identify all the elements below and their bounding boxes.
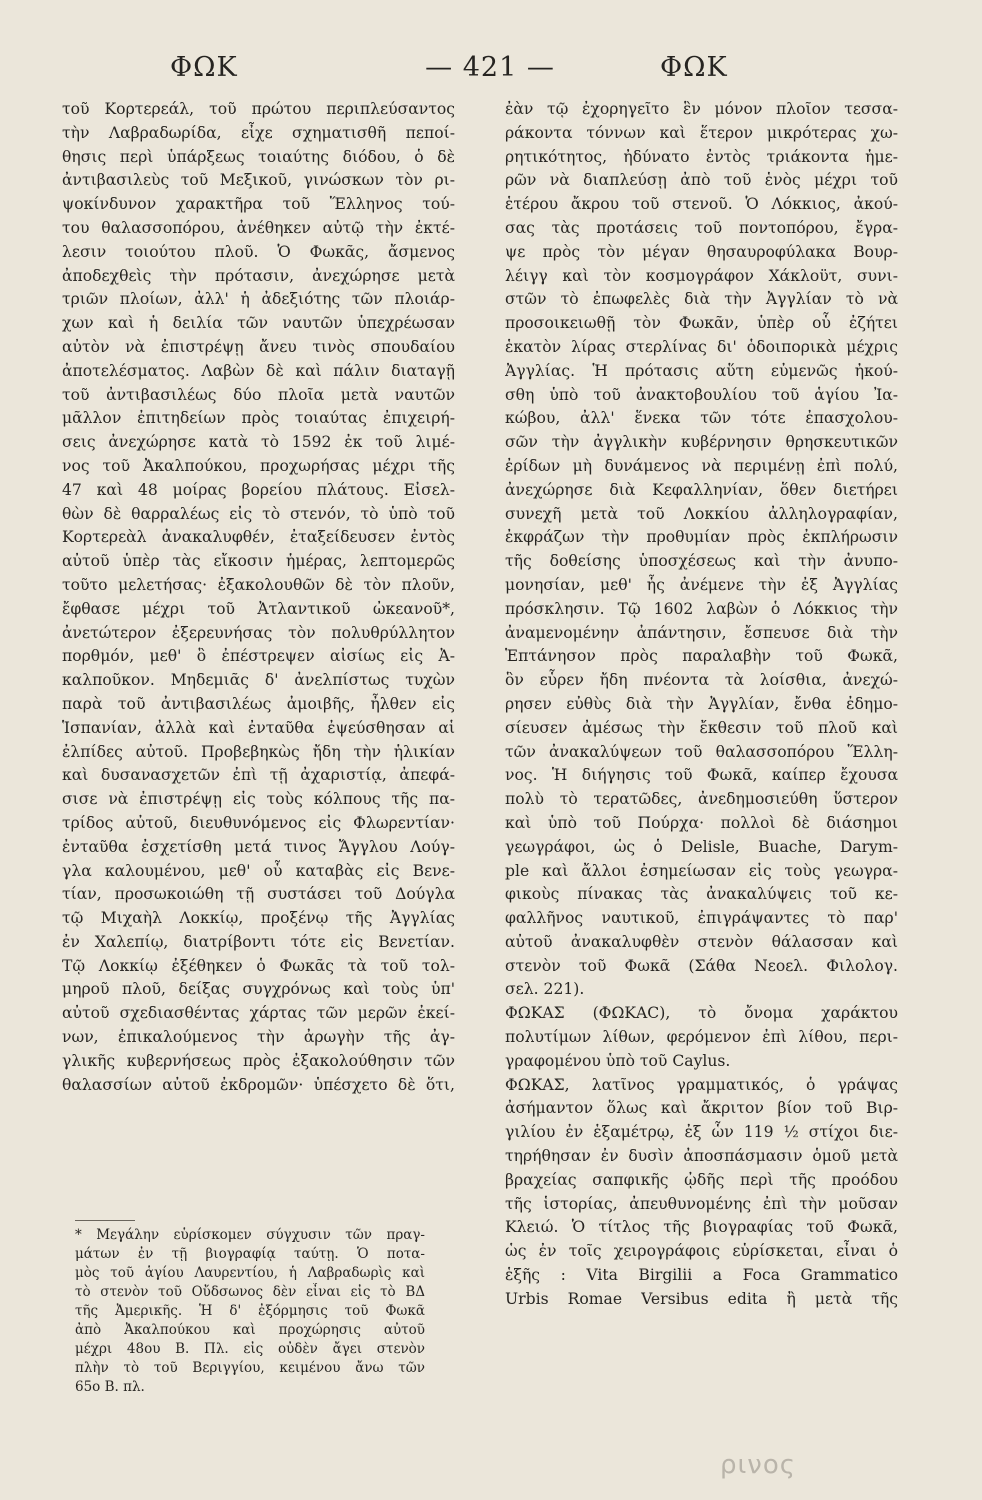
footnote-line: μὸς τοῦ ἁγίου Λαυρεντίου, ἡ Λαβραδωρὶς καὶ <box>75 1265 425 1281</box>
text-line: ἀσήμαντον ὅλως καὶ ἄκριτον βίον τοῦ Βιρ- <box>505 1099 898 1118</box>
text-line: τῶν ἀνακαλύψεων τοῦ θαλασσοπόρου Ἕλλη- <box>505 742 898 761</box>
text-line: ΦΩΚΑΣ, λατῖνος γραμματικός, ὁ γράψας <box>505 1075 898 1094</box>
text-line: στῶν τὸ ἐπωφελὲς διὰ τὴν Ἀγγλίαν τὸ νὰ <box>505 290 898 309</box>
text-line: ἐλπίδες αὐτοῦ. Προβεβηκὼς ἤδη τὴν ἡλικίαν <box>62 742 455 761</box>
text-line: νων, ἐπικαλούμενος τὴν ἀρωγὴν τῆς ἀγ- <box>62 1028 455 1047</box>
text-line: τρίδος αὐτοῦ, διευθυνόμενος εἰς Φλωρεντίαν· <box>62 813 455 832</box>
text-line: ράκοντα τόννων καὶ ἕτερον μικρότερας χω- <box>505 123 898 142</box>
text-line: ΦΩΚΑΣ (ΦΩΚΑC), τὸ ὄνομα χαράκτου <box>505 1004 898 1023</box>
text-line: ἀποτελέσματος. Λαβὼν δὲ καὶ πάλιν διαταγῇ <box>62 361 455 380</box>
text-line: τίαν, προσωκοιώθη τῇ συστάσει τοῦ Δούγλα <box>62 885 455 904</box>
text-line: Urbis Romae Versibus edita ἢ μετὰ τῆς <box>505 1289 898 1308</box>
text-line: καλποῦκον. Μηδεμιᾶς δ' ἀνελπίστως τυχὼν <box>62 671 455 690</box>
text-line: πορθμόν, μεθ' ὃ ἐπέστρεψεν αἰσίως εἰς Ἀ- <box>62 647 455 666</box>
text-line: ἀποδεχθεὶς τὴν πρότασιν, ἀνεχώρησε μετὰ <box>62 266 455 285</box>
library-watermark: ρινος <box>720 1450 796 1480</box>
text-line: Ἀγγλίας. Ἡ πρότασις αὕτη εὐμενῶς ἠκού- <box>505 361 898 380</box>
text-line: γεωγράφοι, ὡς ὁ Delisle, Buache, Darym- <box>505 837 898 856</box>
text-line: ἐν Χαλεπίῳ, διατρίβοντι τότε εἰς Βενετίαν. <box>62 932 455 951</box>
text-line: μηροῦ πλοῦ, δείξας συγχρόνως καὶ τοὺς ὑπ' <box>62 980 455 999</box>
text-line: ἀνετώτερον ἐξερευνήσας τὸν πολυθρύλλητον <box>62 623 455 642</box>
text-line: θαλασσίων αὐτοῦ ἐκδρομῶν· ὑπέσχετο δὲ ὅτι, <box>62 1075 455 1094</box>
text-line: μονησίαν, μεθ' ἧς ἀνέμενε τὴν ἐξ Ἀγγλίας <box>505 575 898 594</box>
text-line: καὶ δυσανασχετῶν ἐπὶ τῇ ἀχαριστίᾳ, ἀπεφά- <box>62 766 455 785</box>
text-line: ἑξῆς : Vita Birgilii a Foca Grammatico <box>505 1266 898 1285</box>
text-line: τριῶν πλοίων, ἀλλ' ἡ ἀδεξιότης τῶν πλοιάρ- <box>62 290 455 309</box>
text-line: ἑτέρου ἄκρου τοῦ στενοῦ. Ὁ Λόκκιος, ἀκού- <box>505 195 898 214</box>
footnote-line: μέχρι 48ου Β. Πλ. εἰς οὐδὲν ἄγει στενὸν <box>75 1341 425 1357</box>
text-line: καὶ ὑπὸ τοῦ Πούρχα· πολλοὶ δὲ διάσημοι <box>505 813 898 832</box>
text-line: ἐὰν τῷ ἐχορηγεῖτο ἓν μόνον πλοῖον τεσσα- <box>505 100 898 118</box>
text-line: ἑκατὸν λίρας στερλίνας δι' ὁδοιπορικὰ μέχρις <box>505 337 898 356</box>
text-line: σελ. 221). <box>505 980 585 999</box>
right-column <box>505 98 898 1312</box>
text-line: νος. Ἡ διήγησις τοῦ Φωκᾶ, καίπερ ἔχουσα <box>505 766 898 785</box>
text-line: ὃν εὗρεν ἤδη πνέοντα τὰ λοίσθια, ἀνεχώ- <box>505 671 898 690</box>
text-line: ἐκφράζων τὴν προθυμίαν πρὸς ἐκπλήρωσιν <box>505 528 898 547</box>
text-line: γλα καλουμένου, μεθ' οὗ καταβὰς εἰς Βενε- <box>62 861 455 880</box>
footnote-line: 65ο Β. πλ. <box>75 1379 145 1395</box>
text-line: σθη ὑπὸ τοῦ ἀνακτοβουλίου τοῦ ἁγίου Ἰα- <box>505 385 898 404</box>
header-right-keyword: ΦΩΚ <box>660 52 728 83</box>
text-line: τῆς δοθείσης ὑποσχέσεως καὶ τὴν ἀνυπο- <box>505 552 898 571</box>
text-line: γιλίου ἐν ἑξαμέτρῳ, ἐξ ὧν 119 ½ στίχοι διε- <box>505 1123 898 1142</box>
text-line: σισε νὰ ἐπιστρέψῃ εἰς τοὺς κόλπους τῆς πα- <box>62 790 455 809</box>
text-line: Ἑπτάνησον πρὸς παραλαβὴν τοῦ Φωκᾶ, <box>505 647 898 666</box>
text-line: αὐτοῦ ὑπὲρ τὰς εἴκοσιν ἡμέρας, λεπτομερῶς <box>62 552 455 571</box>
text-line: ψοκίνδυνον χαρακτῆρα τοῦ Ἕλληνος τού- <box>62 195 455 214</box>
text-line: ἀντιβασιλεὺς τοῦ Μεξικοῦ, γινώσκων τὸν ρι- <box>62 171 455 190</box>
left-column <box>62 98 455 1097</box>
text-line: πολὺ τὸ τερατῶδες, ἀνεδημοσιεύθη ὕστερον <box>505 790 898 809</box>
text-line: τοῦ ἀντιβασιλέως δύο πλοῖα μετὰ ναυτῶν <box>62 385 455 404</box>
text-line: ψε πρὸς τὸν μέγαν θησαυροφύλακα Βουρ- <box>505 242 898 261</box>
text-line: πολυτίμων λίθων, φερόμενον ἐπὶ λίθου, περι- <box>505 1028 898 1047</box>
text-line: φικοὺς πίνακας τὰς ἀνακαλύψεις τοῦ κε- <box>505 885 898 904</box>
footnote-line: * Μεγάλην εὑρίσκομεν σύγχυσιν τῶν πραγ- <box>75 1227 425 1243</box>
text-line: κώβου, ἀλλ' ἕνεκα τῶν τότε ἐπασχολου- <box>505 409 898 428</box>
text-line: Τῷ Λοκκίῳ ἐξέθηκεν ὁ Φωκᾶς τὰ τοῦ τολ- <box>62 956 455 975</box>
text-line: σῶν τὴν ἀγγλικὴν κυβέρνησιν θρησκευτικῶν <box>505 433 898 452</box>
text-line: θὼν δὲ θαρραλέως εἰς τὸ στενόν, τὸ ὑπὸ τοῦ <box>62 504 455 523</box>
text-line: λέιγγ καὶ τὸν κοσμογράφον Χάκλοϋτ, συνι- <box>505 266 898 285</box>
text-line: ρῶν νὰ διαπλεύσῃ ἀπὸ τοῦ ἑνὸς μέχρι τοῦ <box>505 171 898 190</box>
text-line: 47 καὶ 48 μοίρας βορείου πλάτους. Εἰσελ- <box>62 480 455 499</box>
text-line: τῷ Μιχαὴλ Λοκκίῳ, προξένῳ τῆς Ἀγγλίας <box>62 909 455 928</box>
text-line: ρητικότητος, ἠδύνατο ἐντὸς τριάκοντα ἡμε- <box>505 147 898 166</box>
text-line: σίευσεν ἀμέσως τὴν ἔκθεσιν τοῦ πλοῦ καὶ <box>505 718 898 737</box>
text-line: χων καὶ ἡ δειλία τῶν ναυτῶν ὑπεχρέωσαν <box>62 314 455 333</box>
text-line: τηρήθησαν ἐν δυσὶν ἀποσπάσμασιν ὁμοῦ μετὰ <box>505 1147 898 1166</box>
text-line: θησις περὶ ὑπάρξεως τοιαύτης διόδου, ὁ δὲ <box>62 147 455 166</box>
text-line: του θαλασσοπόρου, ἀνέθηκεν αὐτῷ τὴν ἐκτέ- <box>62 218 455 237</box>
text-line: Κλειώ. Ὁ τίτλος τῆς βιογραφίας τοῦ Φωκᾶ, <box>505 1218 898 1237</box>
text-line: συνεχῆ μετὰ τοῦ Λοκκίου ἀλληλογραφίαν, <box>505 504 898 523</box>
text-line: λεσιν τοιούτου πλοῦ. Ὁ Φωκᾶς, ἄσμενος <box>62 242 455 261</box>
text-line: προσοικειωθῇ τὸν Φωκᾶν, ὑπὲρ οὗ ἐζήτει <box>505 314 898 333</box>
footnote-divider <box>75 1220 135 1221</box>
text-line: μᾶλλον ἐπιτηδείων πρὸς τοιαύτας ἐπιχειρή- <box>62 409 455 428</box>
page-number: — 421 — <box>425 52 555 83</box>
text-line: τὴν Λαβραδωρίδα, εἶχε σχηματισθῆ πεποί- <box>62 123 455 142</box>
text-line: Ἱσπανίαν, ἀλλὰ καὶ ἐνταῦθα ἐψεύσθησαν αἱ <box>62 718 455 737</box>
text-line: τοῦτο μελετήσας· ἐξακολουθῶν δὲ τὸν πλοῦν, <box>62 575 455 594</box>
text-line: αὐτοῦ σχεδιασθέντας χάρτας τῶν μερῶν ἐκεί- <box>62 1004 455 1023</box>
text-line: αὐτοῦ ἀνακαλυφθὲν στενὸν θάλασσαν καὶ <box>505 932 898 951</box>
footnote-line: μάτων ἐν τῇ βιογραφίᾳ ταύτῃ. Ὁ ποτα- <box>75 1246 425 1262</box>
text-line: ἐρίδων μὴ δυνάμενος νὰ περιμένῃ ἐπὶ πολύ, <box>505 456 898 475</box>
text-line: γραφομένου ὑπὸ τοῦ Caylus. <box>505 1051 731 1070</box>
text-line: τοῦ Κορτερεάλ, τοῦ πρώτου περιπλεύσαντος <box>62 100 455 118</box>
text-line: νος τοῦ Ἀκαλπούκου, προχωρήσας μέχρι τῆς <box>62 456 455 475</box>
footnote-line: τὸ στενὸν τοῦ Οὔδσωνος δὲν εἶναι εἰς τὸ ΒΔ <box>75 1284 425 1300</box>
text-line: ἀναμενομένην ἀπάντησιν, ἔσπευσε διὰ τὴν <box>505 623 898 642</box>
text-line: φαλλῆνος ναυτικοῦ, ἐπιγράψαντες τὸ παρ' <box>505 909 898 928</box>
text-line: ἐνταῦθα ἐσχετίσθη μετά τινος Ἄγγλου Λούγ- <box>62 837 455 856</box>
text-line: πρόσκλησιν. Τῷ 1602 λαβὼν ὁ Λόκκιος τὴν <box>505 599 898 618</box>
footnote-line: τῆς Ἀμερικῆς. Ἡ δ' ἐξόρμησις τοῦ Φωκᾶ <box>75 1303 425 1319</box>
footnote-line: πλὴν τὸ τοῦ Βεριγγίου, κειμένου ἄνω τῶν <box>75 1360 425 1376</box>
page-header <box>50 52 932 92</box>
text-line: ρησεν εὐθὺς διὰ τὴν Ἀγγλίαν, ἔνθα ἐδημο- <box>505 694 898 713</box>
text-line: ple καὶ ἄλλοι ἐσημείωσαν εἰς τοὺς γεωγρα- <box>505 861 898 880</box>
text-line: παρὰ τοῦ ἀντιβασιλέως ἀμοιβῆς, ἦλθεν εἰς <box>62 694 455 713</box>
text-line: αὐτὸν νὰ ἐπιστρέψῃ ἄνευ τινὸς σπουδαίου <box>62 337 455 356</box>
text-line: ἀνεχώρησε διὰ Κεφαλληνίαν, ὅθεν διετήρει <box>505 480 898 499</box>
text-line: ὡς ἐν τοῖς χειρογράφοις εὑρίσκεται, εἶναι ὁ <box>505 1242 898 1261</box>
text-line: σας τὰς προτάσεις τοῦ ποντοπόρου, ἔγρα- <box>505 218 898 237</box>
text-line: σεις ἀνεχώρησε κατὰ τὸ 1592 ἐκ τοῦ λιμέ- <box>62 433 455 452</box>
header-left-keyword: ΦΩΚ <box>170 52 238 83</box>
text-line: βραχείας σαπφικῆς ᾠδῆς περὶ τῆς προόδου <box>505 1170 898 1189</box>
text-line: τῆς ἱστορίας, ἀπευθυνομένης ἐπὶ τὴν μοῦσαν <box>505 1194 898 1213</box>
footnote-line: ἀπὸ Ἀκαλπούκου καὶ προχώρησις αὐτοῦ <box>75 1322 425 1338</box>
text-line: Κορτερεὰλ ἀνακαλυφθέν, ἐταξείδευσεν ἐντὸς <box>62 528 455 547</box>
text-line: ἔφθασε μέχρι τοῦ Ἀτλαντικοῦ ὠκεανοῦ*, <box>62 599 455 618</box>
text-line: στενὸν τοῦ Φωκᾶ (Σάθα Νεοελ. Φιλολογ. <box>505 956 898 975</box>
text-line: γλικῆς κυβερνήσεως πρὸς ἐξακολούθησιν τῶν <box>62 1051 455 1070</box>
footnote <box>75 1226 425 1397</box>
